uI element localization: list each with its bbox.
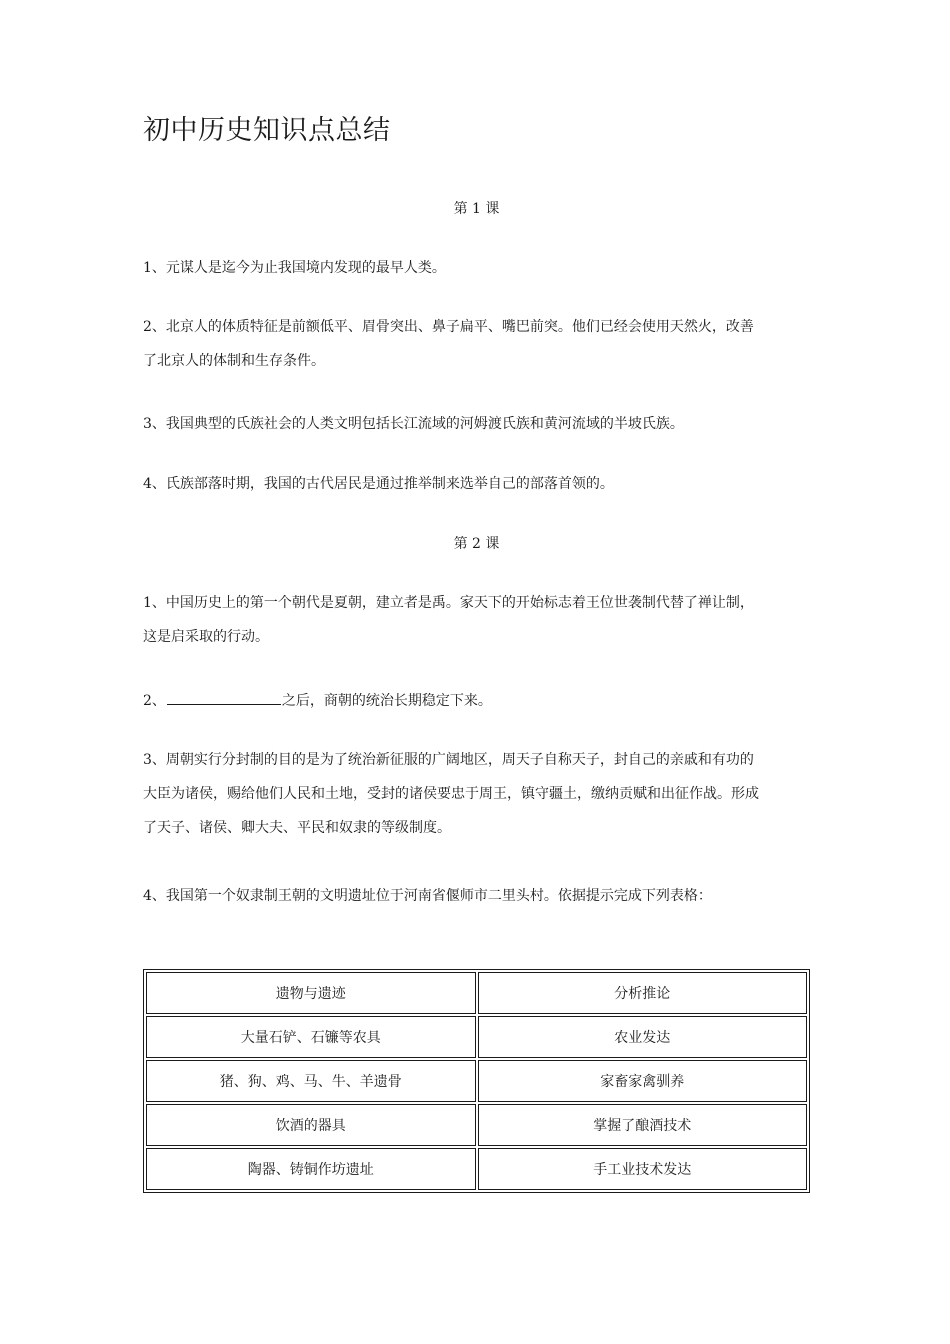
- lesson-2-item-2: [143, 684, 810, 718]
- paragraph-line: 大臣为诸侯，赐给他们人民和土地，受封的诸侯要忠于周王，镇守疆土，缴纳贡赋和出征作战。形成: [143, 786, 759, 802]
- table-cell: 猪、狗、鸡、马、牛、羊遗骨: [146, 1060, 476, 1102]
- table-cell: 掌握了酿酒技术: [478, 1104, 808, 1146]
- table-row: [146, 1016, 807, 1058]
- paragraph-line: [143, 684, 810, 718]
- item-text: 之后，商朝的统治长期稳定下来。: [281, 693, 492, 709]
- relics-analysis-table: [143, 969, 810, 1193]
- lesson-1-item-1: [143, 251, 810, 285]
- table-cell: 农业发达: [478, 1016, 808, 1058]
- table-cell: 手工业技术发达: [478, 1148, 808, 1190]
- paragraph-line: 这是启采取的行动。: [143, 629, 269, 645]
- lesson-1-item-4: [143, 467, 810, 501]
- lesson-2-item-4: [143, 879, 810, 913]
- paragraph-line: 1、元谋人是迄今为止我国境内发现的最早人类。: [143, 260, 446, 276]
- paragraph-line: 3、我国典型的氏族社会的人类文明包括长江流域的河姆渡氏族和黄河流域的半坡氏族。: [143, 416, 684, 432]
- fill-in-blank[interactable]: [167, 690, 281, 705]
- table-cell: 饮酒的器具: [146, 1104, 476, 1146]
- table-row: [146, 1060, 807, 1102]
- lesson-1-item-2: [143, 310, 810, 378]
- paragraph-line: 了天子、诸侯、卿大夫、平民和奴隶的等级制度。: [143, 820, 451, 836]
- paragraph-line: 4、我国第一个奴隶制王朝的文明遗址位于河南省偃师市二里头村。依据提示完成下列表格：: [143, 888, 712, 904]
- table-row: [146, 1104, 807, 1146]
- paragraph-line: 3、周朝实行分封制的目的是为了统治新征服的广阔地区，周天子自称天子，封自己的亲戚和有功的: [143, 752, 754, 768]
- lesson-1-heading: 第 1 课: [453, 201, 500, 217]
- table-header-cell: 遗物与遗迹: [146, 972, 476, 1014]
- table-cell: 家畜家禽驯养: [478, 1060, 808, 1102]
- paragraph-line: 了北京人的体制和生存条件。: [143, 353, 325, 369]
- paragraph-line: 4、氏族部落时期，我国的古代居民是通过推举制来选举自己的部落首领的。: [143, 476, 614, 492]
- lesson-2-item-3: [143, 743, 810, 845]
- table-header-row: [146, 972, 807, 1014]
- lesson-2-item-1: [143, 586, 810, 654]
- table-row: [146, 1148, 807, 1190]
- item-number: 2、: [143, 693, 166, 709]
- table-cell: 大量石铲、石镰等农具: [146, 1016, 476, 1058]
- document-title: 初中历史知识点总结: [143, 115, 391, 146]
- paragraph-line: 1、中国历史上的第一个朝代是夏朝，建立者是禹。家天下的开始标志着王位世袭制代替了禅让制，: [143, 595, 754, 611]
- table-cell: 陶器、铸铜作坊遗址: [146, 1148, 476, 1190]
- lesson-1-item-3: [143, 407, 810, 441]
- table-header-cell: 分析推论: [478, 972, 808, 1014]
- paragraph-line: 2、北京人的体质特征是前额低平、眉骨突出、鼻子扁平、嘴巴前突。他们已经会使用天然火，改善: [143, 319, 754, 335]
- lesson-2-heading: 第 2 课: [453, 536, 500, 552]
